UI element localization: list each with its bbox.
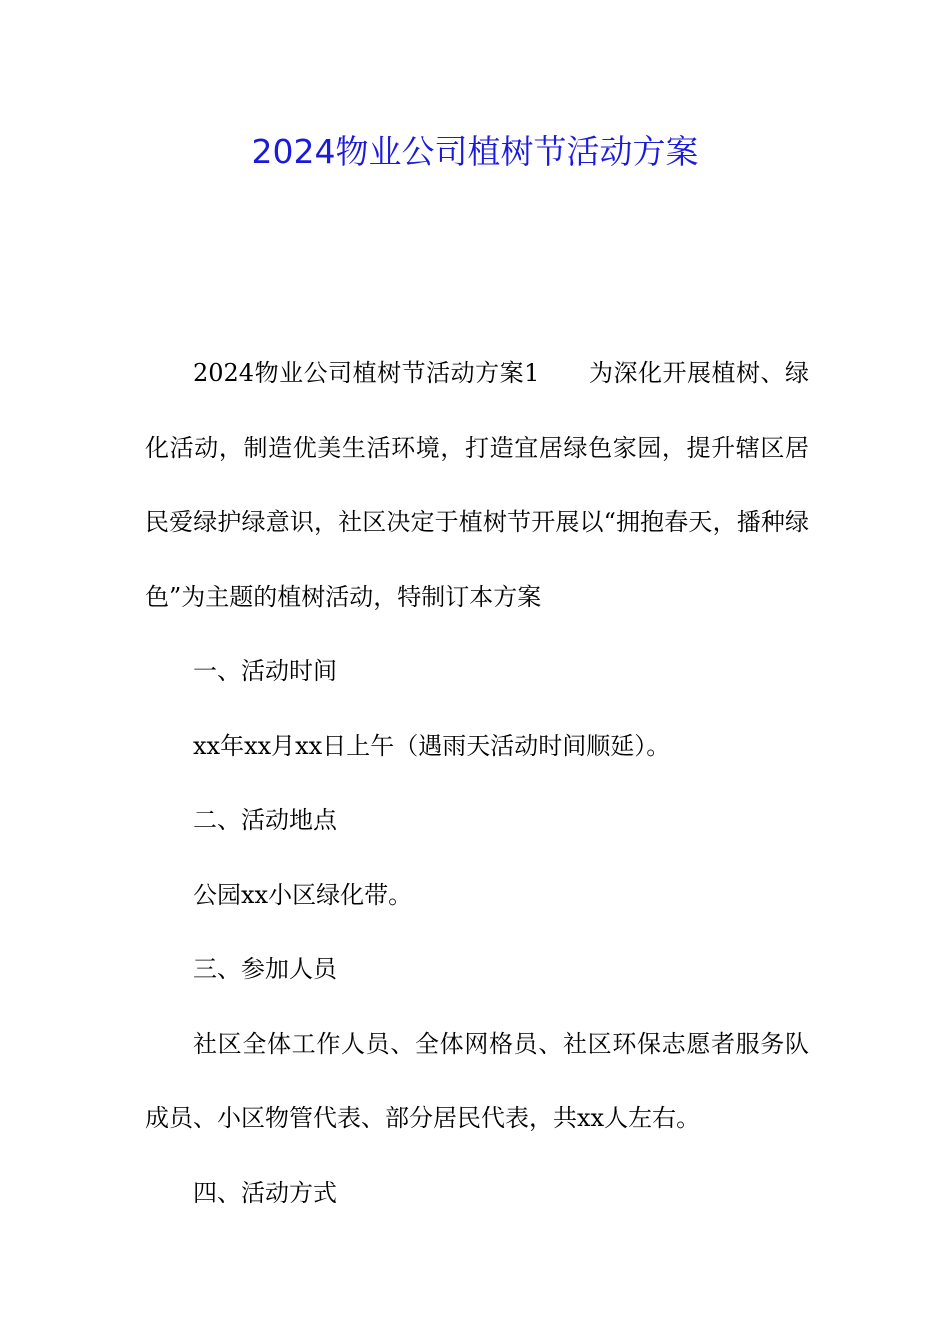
section-heading-location: 二、活动地点 [193,806,337,834]
section-heading-time: 一、活动时间 [193,657,337,685]
intro-paragraph: 2024物业公司植树节活动方案1 为深化开展植树、绿化活动，制造优美生活环境，打造宜居绿色家园，提升辖区居民爱绿护绿意识，社区决定于植树节开展以“拥抱春天，播种绿色”为主题的植树活动，特制订本方案 [145,359,809,611]
section-heading-participants: 三、参加人员 [193,955,337,983]
document-title: 2024物业公司植树节活动方案 [251,132,699,171]
section-text-location: 公园xx小区绿化带。 [193,880,413,909]
section-text-time: xx年xx月xx日上午（遇雨天活动时间顺延）。 [193,731,671,760]
document-body [145,336,809,1230]
section-heading-method: 四、活动方式 [193,1178,337,1207]
section-text-participants: 社区全体工作人员、全体网格员、社区环保志愿者服务队成员、小区物管代表、部分居民代表，共xx人左右。 [145,1029,809,1132]
